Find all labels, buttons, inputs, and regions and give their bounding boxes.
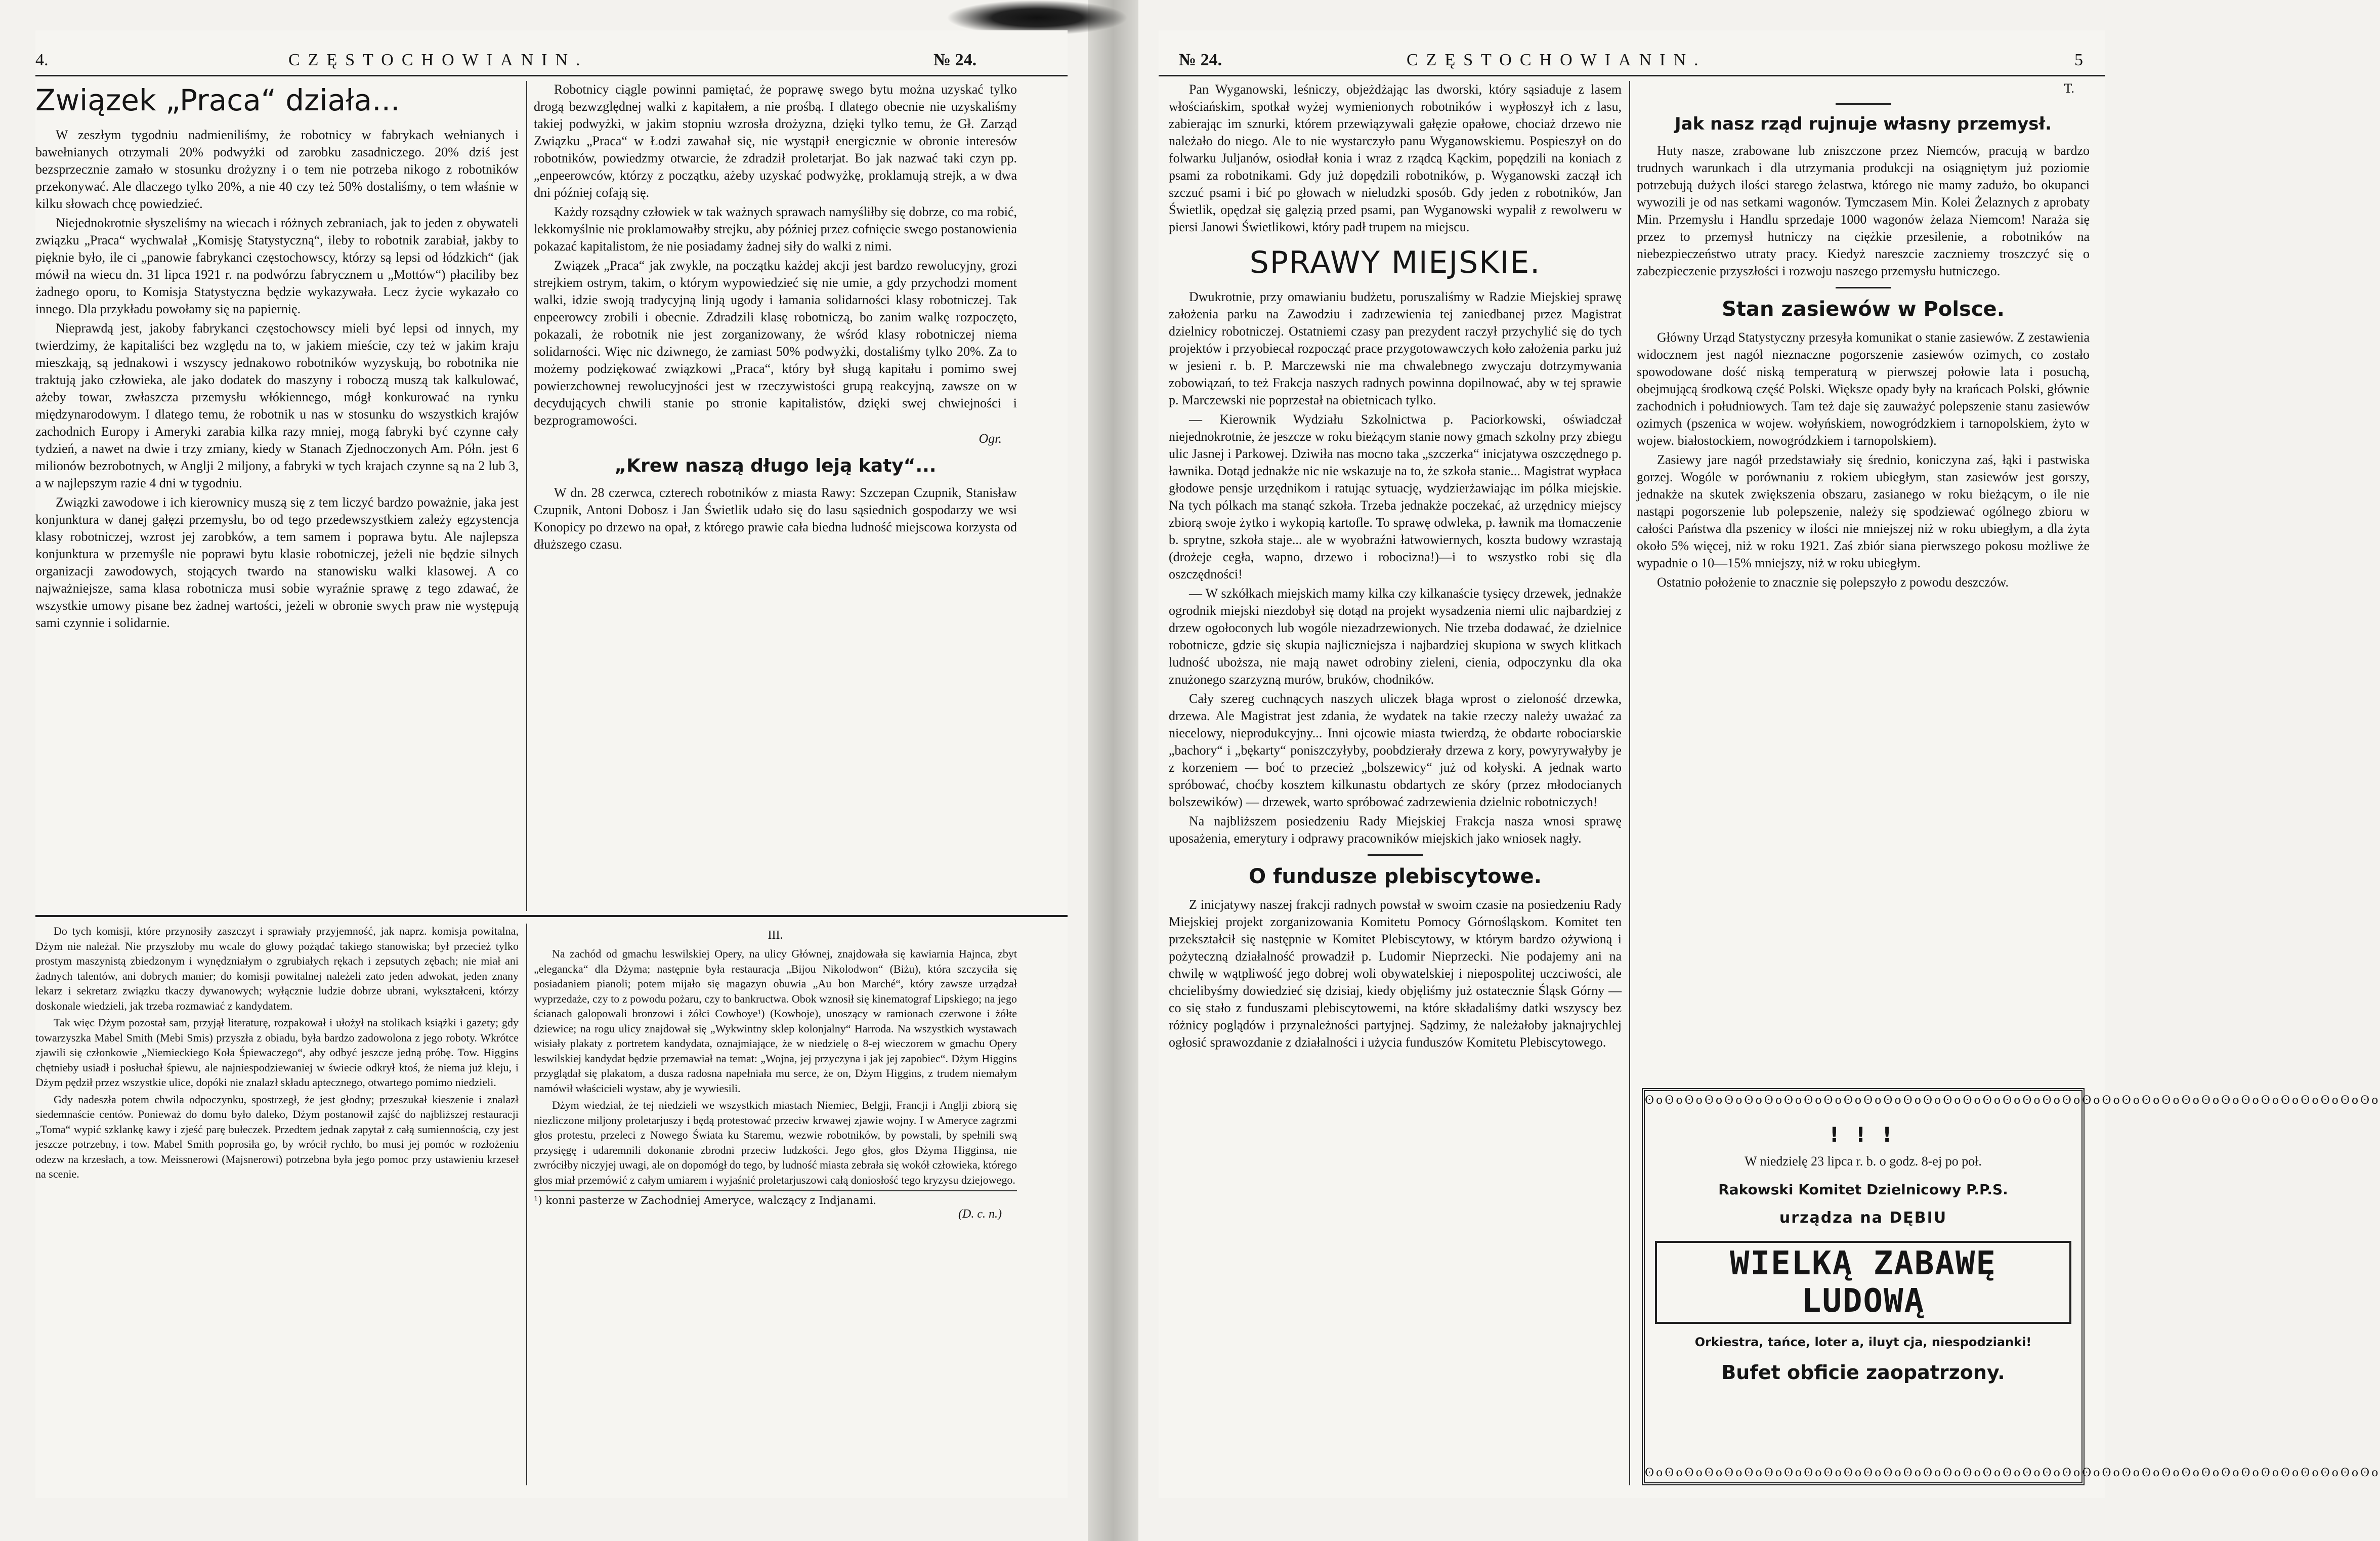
ornament-border-bottom: ʘoʘoʘoʘoʘoʘoʘoʘoʘoʘoʘoʘoʘoʘoʘoʘoʘoʘoʘoʘoʘoʘoʘoʘoʘoʘoʘoʘoʘoʘoʘoʘoʘoʘoʘoʘoʘo [1645, 1467, 2380, 1479]
separator-rule [1836, 287, 1891, 288]
article-paragraph: Na najbliższem posiedzeniu Rady Miejskiej Frakcja nasza wnosi sprawę uposażenia, emerytury i odprawy pracowników miejskich jako wniosek nagły. [1169, 814, 1622, 846]
serial-paragraph: Tak więc Dżym pozostał sam, przyjął literaturę, rozpakował i ułożył na stolikach książki i gazety; gdy towarzyszka Mabel Smith (Mebi Smis) przyszła z obiadu, była bardzo zadowolona z jego roboty. Wkrótce zjawili się członkowie „Niemieckiego Koła Śpiewaczego“, aby odbyć jeszcze jedną próbę. Tow. Higgins chętnieby usiadł i posłuchał śpiewu, ale najniespodziewaniej w świecie odkrył ktoś, że niema już kleju, i Dżym pędził przez wszystkie ulice, dopóki nie znalazł składu aptecznego, otwartego pomimo niedzieli. [35, 1016, 519, 1089]
column-divider [526, 924, 527, 1485]
ad-buffet: Bufet obficie zaopatrzony. [1721, 1361, 2005, 1384]
ad-date-line: W niedzielę 23 lipca r. b. o godz. 8-ej po poł. [1745, 1154, 1982, 1169]
left-page-header [35, 51, 1068, 81]
article-paragraph: Związek „Praca“ jak zwykle, na początku każdej akcji jest bardzo rewolucyjny, grozi strejkiem ostrym, takim, o którym wypowiedzieć się nie umie, a gdy przychodzi moment walki, idzie swoją tradycyjną linją ugody i łamania solidarności klasy robotniczej. Tak enpeerowcy zrobili i obecnie. Zdradzili klasę robotniczą, bo zanim walkę rozpoczęto, pokazali, że robotnik nie jest zorganizowany, że wśród klasy robotniczej niema solidarności. Więc nic dziwnego, że zamiast 50% podwyżki, dostaliśmy tylko 20%. Za to możemy podziękować związkowi „Praca“, który był sługą kapitału i pomimo swej powierzchownej rewolucyjności jest w rzeczywistości grupą reakcyjną, zawsze on w decydujących chwili stanie po stronie kapitalistów, dzięki swej chwiejności i bezprogramowości. [534, 258, 1017, 428]
serial-paragraph: Do tych komisji, które przynosiły zaszczyt i sprawiały przyjemność, jak naprz. komisja powitalna, Dżym nie należał. Nie przyszłoby mu wcale do głowy pożądać takiego stanowiska; był przecież tylko prostym maszynistą zbiedzonym i wynędzniałym o zgrubiałych rękach i zepsutych zębach; nie miał ani żadnych talentów, ani dobrych manier; do komisji powitalnej należeli zato jeden adwokat, jeden znany lekarz i sekretarz związku tkaczy dywanowych; wyłącznie ludzie dobrze ubrani, wykształceni, którzy doskonale wiedzieli, jak trzeba rozmawiać z kandydatem. [35, 925, 519, 1012]
right-page [1159, 30, 2380, 1498]
article-paragraph: Ostatnio położenie to znacznie się polepszyło z powodu deszczów. [1657, 575, 2009, 590]
serial-paragraph: Gdy nadeszła potem chwila odpoczynku, spostrzegł, że jest głodny; przeszukał kieszenie i znalazł siedemnaście centów. Ponieważ do domu było daleko, Dżym postanowił zajść do najbliższej restauracji „Toma“ wypić szklankę kawy i zjeść parę bułeczek. Przedtem jednak zapytał z całą sumiennością, czy jest jeszcze potrzebny, i tow. Mabel Smith poprosiła go, by wrócił rychło, bo musi jej pomóc w rozłożeniu odezw na krzesłach, a tow. Meissnerowi (Majsnerowi) potrzebna była jego pomoc przy ustawieniu krzeseł na scenie. [35, 1093, 519, 1180]
issue-number: № 24. [1179, 51, 1222, 69]
article-paragraph: — W szkółkach miejskich mamy kilka czy kilkanaście tysięcy drzewek, jednakże ogrodnik miejski niezdobył się dotąd na projekt wysadzenia niemi ulic najbardziej z drzew ogołoconych lub wogóle niezadrzewionych. Nie trzeba dodawać, że dzielnice robotnicze, gdzie się skupia najliczniejsza i najbardziej skupiona w swych klitkach ludność uboższa, nie mają nawet odrobiny zieleni, cienia, odpoczynku dla oka znużonego szarzyzną murów, bruków, chodników. [1169, 586, 1622, 687]
left-col-2 [534, 81, 1017, 911]
header-rule [1159, 75, 2105, 76]
article-signature: T. [2064, 81, 2074, 96]
ad-exclamation: ! ! ! [1830, 1123, 1897, 1147]
ad-venue: urządza na DĘBIU [1779, 1209, 1947, 1227]
article-paragraph: Huty nasze, zrabowane lub zniszczone przez Niemców, pracują w bardzo trudnych warunkach i dla utrzymania produkcji na osiągniętym już poziomie potrzebują dużych ilości starego żelastwa, którego nie mamy zadużo, bo okupanci wywozili je od nas setkami wagonów. Tymczasem Min. Kolei Żelaznych z aprobaty Min. Przemysłu i Handlu sprzedaje 1000 wagonów żelaza Niemcom! Naraża się przez to przemysł hutniczy na ciężkie przesilenie, a robotników na niebezpieczeństwo utraty pracy. Kiedyż nareszcie zaczniemy troszczyć się o zabezpieczenie przyszłości i rozwoju naszego przemysłu hutniczego. [1637, 143, 2090, 278]
page-number: 4. [35, 51, 49, 69]
book-gutter [1088, 0, 1138, 1541]
separator-rule [1368, 854, 1423, 856]
article-paragraph: Robotnicy ciągle powinni pamiętać, że poprawę swego bytu można uzyskać tylko drogą bezwzględnej walki z kapitałem, a nie prośbą. I dlatego obecnie nie uzyskaliśmy takiej podwyżki, w jakim stopniu wzrosła drożyzna, dzięki tylko temu, że Gł. Zarząd Związku „Praca“ w Łodzi zawahał się, nie wystąpił energicznie w obronie interesów robotników, powiedzmy otwarcie, że zdradził proletarjat. Bo jak nazwać taki czyn pp. „enpeerowców, którzy z początku, ażeby uzyskać podwyżkę, proklamują strejk, a w dwa dni później cofają się. [534, 82, 1017, 200]
ornament-border-top: ʘoʘoʘoʘoʘoʘoʘoʘoʘoʘoʘoʘoʘoʘoʘoʘoʘoʘoʘoʘoʘoʘoʘoʘoʘoʘoʘoʘoʘoʘoʘoʘoʘoʘoʘoʘoʘo [1645, 1094, 2380, 1107]
left-page [35, 30, 1068, 1498]
masthead: CZĘSTOCHOWIANIN. [1407, 51, 1707, 69]
left-col-1 [35, 81, 519, 911]
right-col-2 [1637, 81, 2090, 1058]
footnote: ¹) konni pasterze w Zachodniej Ameryce, walczący z Indjanami. [534, 1190, 1017, 1207]
issue-number: № 24. [933, 51, 977, 69]
ad-attractions: Orkiestra, tańce, loter a, iluyt cja, niespodzianki! [1694, 1335, 2032, 1349]
article-signature: Ogr. [979, 431, 1002, 446]
article-paragraph: Cały szereg cuchnących naszych uliczek błaga wprost o zieloność drzewka, drzewa. Ale Magistrat jest zdania, że wydatek na takie rzeczy należy uważać za niecelowy, nieprodukcyjny... Inni ojcowie miasta twierdzą, że obdarte robociarskie „bachory“ i „bękarty“ poniszczyłyby, poobdzierały drzewa z kory, powyrywałyby je z korzeniem — boć to przecież „bolszewicy“ już od kołyski. A jednak warto spróbować, choćby kosztem kilkunastu obdartych ze skóry (przez młodocianych bolszewików) — drzewek, warto spróbować zadrzewienia dzielnic robotniczych! [1169, 691, 1622, 809]
section-title: Stan zasiewów w Polsce. [1722, 298, 2005, 321]
article-paragraph: Każdy rozsądny człowiek w tak ważnych sprawach namyśliłby się dobrze, co ma robić, lekkomyślnie nie proklamowałby strejku, aby później przez cofnięcie swego postanowienia pokazać kapitalistom, że nie posiadamy żadnej siły do walki z nimi. [534, 204, 1017, 254]
header-rule [35, 75, 1068, 76]
column-divider [1629, 81, 1630, 1485]
article-paragraph: Nieprawdą jest, jakoby fabrykanci częstochowscy mieli być lepsi od innych, my twierdzimy, że kapitaliści bez względu na to, w jakiem mieście, czy też w jakim kraju mieszkają, są jednakowi i wszyscy jednakowo robotników wyzyskują, bo robotnika nie traktują jako człowieka, ale jako dodatek do maszyny i roboczą muszą tak kalkulować, ażeby towar, zwłaszcza przemysłu włókiennego, mógł konkurować na rynku międzynarodowym. I dlatego temu, że robotnik u nas w stosunku do wszystkich krajów zachodnich Europy i Ameryki zarabia kilka razy mniej, mogą fabryki być czynne cały tydzień, a nawet na dwie i trzy zmiany, kiedy w Stanach Zjednoczonych Am. Półn. jest 6 milionów bezrobotnych, w Anglji 2 miljony, a fabryki w tych krajach czynne są na 2 lub 3, a w najlepszym razie 4 dni w tygodniu. [35, 321, 519, 490]
separator-rule [1836, 103, 1891, 105]
serial-paragraph: Dżym wiedział, że tej niedzieli we wszystkich miastach Niemiec, Belgji, Francji i Anglji zbiorą się niezliczone miljony proletarjuszy i będą protestować przeciw krwawej zjawie wojny. I w Ameryce zagrzmi głos protestu, przeleci z Nowego Świata ku Staremu, wezwie robotników, by powstali, by spełnili swą przysięgę i udaremnili dokonanie zbrodni przeciw ludzkości. Jego głos, głos Dżyma Higginsa, nie zwróciłby niczyjej uwagi, ale on dopomógł do tego, by ludność miasta zebrała się wokół człowieka, którego głos miał przemówić z całym umiarem i wyjaśnić proletarjuszowi całą doniosłość tego kryzysu dziejowego. [534, 1099, 1017, 1186]
ad-headline: WIELKĄ ZABAWĘ LUDOWĄ [1655, 1241, 2071, 1324]
article-title: „Krew naszą długo leją katy“... [614, 455, 937, 476]
article-paragraph: Zasiewy jare nagół przedstawiały się średnio, koniczyna zaś, łąki i pastwiska gorzej. Wogóle w porównaniu z rokiem ubiegłym, stan zasiewów jest gorszy, jednakże na skutek zwiększenia obszaru, zasianego w roku bieżącym, o ile nie nastąpi pogorszenie lub polepszenie, należy się spodziewać ogólnego zbioru w całości Państwa dla pszenicy w ilości nie mniejszej niż w roku ubiegłym, a dla żyta około 5% więcej, niż w roku 1921. Zaś zbiór siana pierwszego pokosu możliwe że wypadnie o 10—15% mniejszy, niż w roku ubiegłym. [1637, 452, 2090, 570]
right-page-header [1159, 51, 2105, 81]
section-title: O fundusze plebiscytowe. [1249, 865, 1542, 888]
ad-organizer: Rakowski Komitet Dzielnicowy P.P.S. [1718, 1181, 2008, 1198]
article-paragraph: W zeszłym tygodniu nadmieniliśmy, że robotnicy w fabrykach wełnianych i bawełnianych otrzymali 20% podwyżki od zarobku zasadniczego. 20% dziś jest bezsprzecznie zamało w stosunku drożyzny i o tem nie potrzeba nikogo z robotników przekonywać. Ale dlaczego tylko 20%, a nie 40 czy też 50% dostaliśmy, o tem właśnie w kilku słowach chcę powiedzieć. [35, 128, 519, 211]
continuation-note: (D. c. n.) [958, 1207, 1002, 1221]
serial-separator [35, 915, 1068, 917]
event-advertisement [1642, 1088, 2380, 1485]
section-title: SPRAWY MIEJSKIE. [1249, 245, 1541, 280]
article-paragraph: Niejednokrotnie słyszeliśmy na wiecach i różnych zebraniach, jak to jeden z obywateli związku „Praca“ wychwalał „Komisję Statystyczną“, ileby to robotnik zarabiał, jakby to pięknie było, ile ci „panowie fabrykanci częstochowscy, którzy są lepsi od łódzkich“ (jak mówił na wiecu dn. 31 lipca 1921 r. na podwórzu fabrycznem u „Mottów“) płaciliby bez żadnego oporu, to Komisja Statystyczna będzie wykazywała. Lecz życie wykazało co innego. Dla przykładu powołamy się na papiernię. [35, 216, 519, 316]
serial-col-2 [534, 924, 1017, 1485]
right-col-1 [1169, 81, 1622, 1485]
serial-col-1 [35, 924, 519, 1485]
masthead: CZĘSTOCHOWIANIN. [288, 51, 588, 69]
article-paragraph: Dwukrotnie, przy omawianiu budżetu, poruszaliśmy w Radzie Miejskiej sprawę założenia parku na Zawodziu i zadrzewienia tej zaniedbanej przez Magistrat dzielnicy robotniczej. Ostatniemi czasy pan prezydent raczył przychylić się do tych projektów i przyobiecał rozpocząć prace przygotowawczych koło założenia parku już w jesieni r. b. P. Marczewski nie ma chwalebnego zwyczaju dotrzymywania zobowiązań, to też Frakcja naszych radnych powinna dopilnować, aby w tej sprawie p. Marczewski nie poprzestał na obietnicach tylko. [1169, 289, 1622, 407]
article-paragraph: Z inicjatywy naszej frakcji radnych powstał w swoim czasie na posiedzeniu Rady Miejskiej projekt zorganizowania Komitetu Pomocy Górnośląskom. Komitet ten przekształcił się następnie w Komitet Plebiscytowy, w którym bardzo ożywioną i pożyteczną działalność prowadził p. Ludomir Nieprzecki. Nie podajemy ani na chwilę w wątpliwość jego dobrej woli obywatelskiej i niepospolitej uczciwości, ale chcielibyśmy dowiedzieć się dzisiaj, kiedy objęliśmy już ostatecznie Śląsk Górny — co się stało z funduszami plebiscytowemi, na które składaliśmy datki wszyscy bez różnicy poglądów i przynależności partyjnej. Sądzimy, że należałoby jaknajrychlej ogłosić sprawozdanie z działalności i użycia funduszów Komitetu Plebiscytowego. [1169, 897, 1622, 1050]
page-number: 5 [2074, 51, 2083, 69]
chapter-number: III. [768, 929, 783, 942]
article-title: Związek „Praca“ działa... [35, 83, 400, 117]
article-paragraph: Pan Wyganowski, leśniczy, objeżdżając las dworski, który sąsiaduje z lasem włościańskim, spotkał wyżej wymienionych robotników i wypłoszył ich z lasu, zabierając im sznurki, którem przewiązywali gałęzie opałowe, chociaż drzewo nie należało do niego. Ale to nie wystarczyło panu Wyganowskiemu. Pospieszył on do folwarku Juljanów, osiodłał konia i wraz z rządcą Kąckim, popędzili na koniach z psami za robotnikami. Gdy już dopędzili robotników, p. Wyganowski zaczął ich szczuć psami i bić po głowach w nieludzki sposób. Gdy jeden z robotników, Jan Świetlik, opędzał się galęzią przed psami, pan Wyganowski wypalił z rewolweru w piersi Janowi Świetlikowi, który padł trupem na miejscu. [1169, 82, 1622, 234]
article-paragraph: — Kierownik Wydziału Szkolnictwa p. Paciorkowski, oświadczał niejednokrotnie, że jeszcze w roku bieżącym stanie nowy gmach szkolny przy zbiegu ulic Jasnej i Parkowej. Dziwiła nas mocno taka „szczerka“ inicjatywa oszczędnego p. ławnika. Dotąd jednakże nic nie wskazuje na to, że szkoła stanie... Magistrat wypłaca głodowe pensje urzędnikom i ratując sytuację, wydzierżawiając im pólka miejskie. Na tych pólkach ma stanąć szkoła. Trzeba jednakże poczekać, aż urzędnicy miejscy zbiorą swoje żytko i wykopią kartofle. To sprawę odwleka, p. ławnik ma tłomaczenie b. sprytne, szkoła staje... ale w wyobraźni łatwowiernych, koszta budowy wzrastają (drożeje cegła, wapno, drzewo i robocizna!)—i to wszystko robi się dla oszczędności! [1169, 412, 1622, 581]
section-title: Jak nasz rząd rujnuje własny przemysł. [1674, 114, 2052, 134]
serial-paragraph: Na zachód od gmachu leswilskiej Opery, na ulicy Głównej, znajdowała się kawiarnia Hajnca, zbyt „elegancka“ dla Dżyma; następnie była restauracja „Bijou Nikolodwon“ (Biżu), która szczyciła się posiadaniem pianoli; potem mijało się magazyn obuwia „Au bon Marché“, który zawsze urządzał wyprzedaże, czy to z powodu pożaru, czy to bankructwa. Obok wznosił się kinematograf Lipskiego; na jego ścianach galopowali bronzowi i żółci Cowboye¹) (Kowboje), unoszący w ramionach czerwone i żółte dziewice; na rogu ulicy znajdował się „Wykwintny sklep kolonjalny“ Harroda. Na wszystkich wystawach wisiały plakaty z portretem kandydata, oznajmiające, że w niedzielę o 8-ej wieczorem w gmachu Opery leswilskiej kandydat będzie przemawiał na temat: „Wojna, jej przyczyna i jak jej zapobiec“. Dżym Higgins przyglądał się plakatom, a dusza radosna napełniała mu serce, że on, Dżym Higgins, z trudem niemałym namówił właścicieli wystaw, aby je wywiesili. [534, 947, 1017, 1095]
article-paragraph: Związki zawodowe i ich kierownicy muszą się z tem liczyć bardzo poważnie, jaka jest konjunktura w danej gałęzi przemysłu, bo od tego przedewszystkiem zależy egzystencja klasy robotniczej, wzrost jej zarobków, a tem samem i poprawa bytu. Ale najlepsza konjunktura w przemyśle nie poprawi bytu klasie robotniczej, jeżeli nie będzie silnych organizacji zawodowych, stojących twardo na stanowisku walki klasowej. A co najważniejsze, sama klasa robotnicza musi sobie wyraźnie sprawę z tego zdawać, że wszystkie umowy pisane bez żadnej wartości, jeżeli w obronie swych praw nie występują sami czynnie i solidarnie. [35, 495, 519, 630]
article-paragraph: Główny Urząd Statystyczny przesyła komunikat o stanie zasiewów. Z zestawienia widocznem jest nagół nieznaczne pogorszenie zasiewów ozimych, co zostało spowodowane dość niską temperaturą w pierwszej połowie lata i posuchą, obejmującą środkową część Polski. Większe opady były na krańcach Polski, głównie zachodnich i południowych. Tam też daje się zauważyć polepszenie stanu zasiewów ozimych (pszenica w wojew. wołyńskiem, nowogródzkiem i tarnopolskiem, żyto w wojew. białostockiem, nowogródzkiem i tarnopolskiem). [1637, 330, 2090, 448]
article-paragraph: W dn. 28 czerwca, czterech robotników z miasta Rawy: Szczepan Czupnik, Stanisław Czupnik, Antoni Dobosz i Jan Świetlik udało się do lasu sąsiednich gospodarzy we wsi Konopicy po drzewo na opał, z którego prawie cała biedna ludność miejscowa korzysta od dłuższego czasu. [534, 485, 1017, 552]
column-divider [526, 81, 527, 911]
